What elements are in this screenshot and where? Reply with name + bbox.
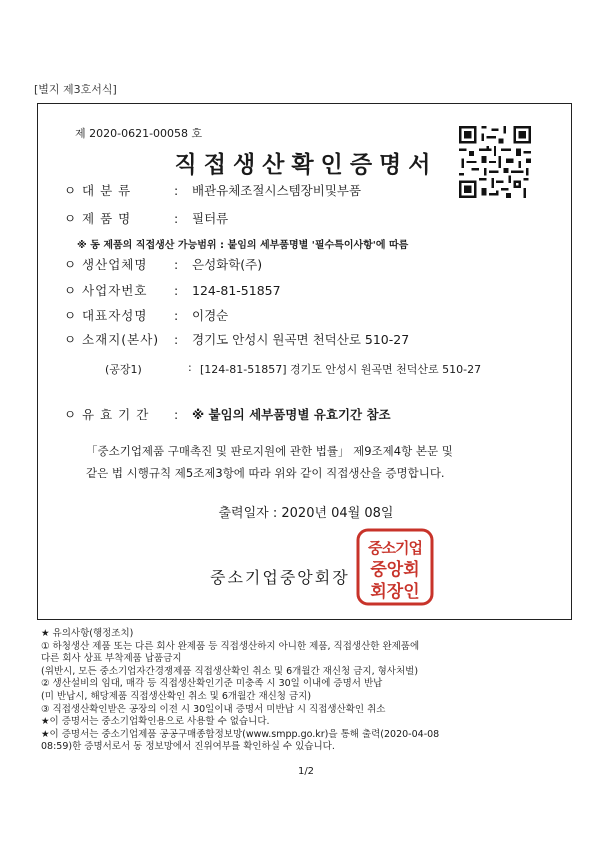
form-label: [별지 제3호서식] — [34, 83, 117, 96]
row-representative: ㅇ 대표자성명 : 이경순 — [64, 308, 229, 323]
row-label: ㅇ 유 효 기 간 — [64, 407, 150, 422]
notes-section — [41, 628, 581, 754]
note-line: ★이 증명서는 중소기업제품 공공구매종합정보망(www.smpp.go.kr)을 통해 출력(2020-04-08 — [41, 728, 440, 740]
seal-line: 중앙회 — [370, 560, 420, 580]
row-address: ㅇ 소재지(본사) : 경기도 안성시 원곡면 천덕산로 510-27 — [64, 332, 410, 347]
note-line: ★ 유의사항(행정조치) — [41, 628, 134, 639]
row-value: 124-81-51857 — [192, 283, 281, 298]
note-line: ① 하청생산 제품 또는 다른 회사 완제품 등 직접생산하지 아니한 제품, 직접생산한 완제품에 — [41, 640, 420, 652]
print-date: 출력일자 : 2020년 04월 08일 — [218, 506, 394, 521]
row-label: ㅇ 대 분 류 — [64, 183, 132, 198]
note-line: 08:59)한 증명서로서 동 정보망에서 진위여부를 확인하실 수 있습니다. — [41, 741, 335, 753]
issuer-name: 중소기업중앙회장 — [210, 568, 350, 587]
row-product-name: ㅇ 제 품 명 : 필터류 — [64, 211, 229, 226]
row-label: ㅇ 제 품 명 — [64, 211, 132, 226]
row-value: 배관유체조절시스템장비및부품 — [192, 183, 362, 198]
row-label: ㅇ 소재지(본사) — [64, 332, 160, 347]
row-label: ㅇ 대표자성명 — [64, 308, 148, 323]
qr-code-icon — [459, 126, 531, 198]
note-line: 다른 회사 상표 부착제품 납품금지 — [41, 653, 182, 665]
row-label: ㅇ 사업자번호 — [64, 283, 148, 298]
page-number: 1/2 — [297, 766, 315, 777]
row-company-name: ㅇ 생산업체명 : 은성화학(주) — [64, 257, 263, 272]
row-label: ㅇ 생산업체명 — [64, 257, 148, 272]
note-line: ★이 증명서는 중소기업확인용으로 사용할 수 없습니다. — [41, 716, 270, 728]
note-line: (위반시, 모든 중소기업자간경쟁제품 직접생산확인 취소 및 6개월간 재신청 금지, 형사처벌) — [41, 665, 419, 677]
scope-note: ※ 동 제품의 직접생산 가능범위 : 붙임의 세부품명별 '필수특이사항'에 따름 — [77, 240, 409, 251]
row-value: 필터류 — [192, 211, 229, 226]
factory-row: (공장1) : [124-81-51857] 경기도 안성시 원곡면 천덕산로 510-27 — [105, 361, 482, 376]
certification-line: 같은 법 시행규칙 제5조제3항에 따라 위와 같이 직접생산을 증명합니다. — [86, 466, 445, 480]
row-validity: ㅇ 유 효 기 간 : ※ 붙임의 세부품명별 유효기간 참조 — [64, 407, 391, 422]
note-line: ③ 직접생산확인받은 공장의 이전 시 30일이내 증명서 미반납 시 직접생산확인 취소 — [41, 703, 386, 715]
factory-label: (공장1) — [105, 363, 142, 376]
certification-line: 「중소기업제품 구매촉진 및 판로지원에 관한 법률」 제9조제4항 본문 및 — [86, 444, 453, 458]
row-value: ※ 붙임의 세부품명별 유효기간 참조 — [192, 407, 391, 422]
row-category: ㅇ 대 분 류 : 배관유체조절시스템장비및부품 — [64, 183, 362, 198]
factory-value: [124-81-51857] 경기도 안성시 원곡면 천덕산로 510-27 — [200, 363, 482, 376]
page-title: 직접생산확인증명서 — [174, 151, 438, 178]
row-value: 경기도 안성시 원곡면 천덕산로 510-27 — [192, 332, 410, 347]
row-value: 은성화학(주) — [192, 257, 263, 272]
seal-line: 회장인 — [370, 582, 420, 602]
row-value: 이경순 — [192, 308, 229, 323]
row-business-number: ㅇ 사업자번호 : 124-81-51857 — [64, 283, 281, 298]
official-seal-icon — [355, 527, 435, 607]
seal-line: 중소기업 — [368, 539, 422, 557]
certification-text — [86, 440, 526, 484]
note-line: ② 생산설비의 임대, 매각 등 직접생산확인기준 미충족 시 30일 이내에 증명서 반납 — [41, 678, 383, 690]
document-number: 제 2020-0621-00058 호 — [75, 127, 203, 140]
note-line: (미 반납시, 해당제품 직접생산확인 취소 및 6개월간 재신청 금지) — [41, 690, 312, 702]
